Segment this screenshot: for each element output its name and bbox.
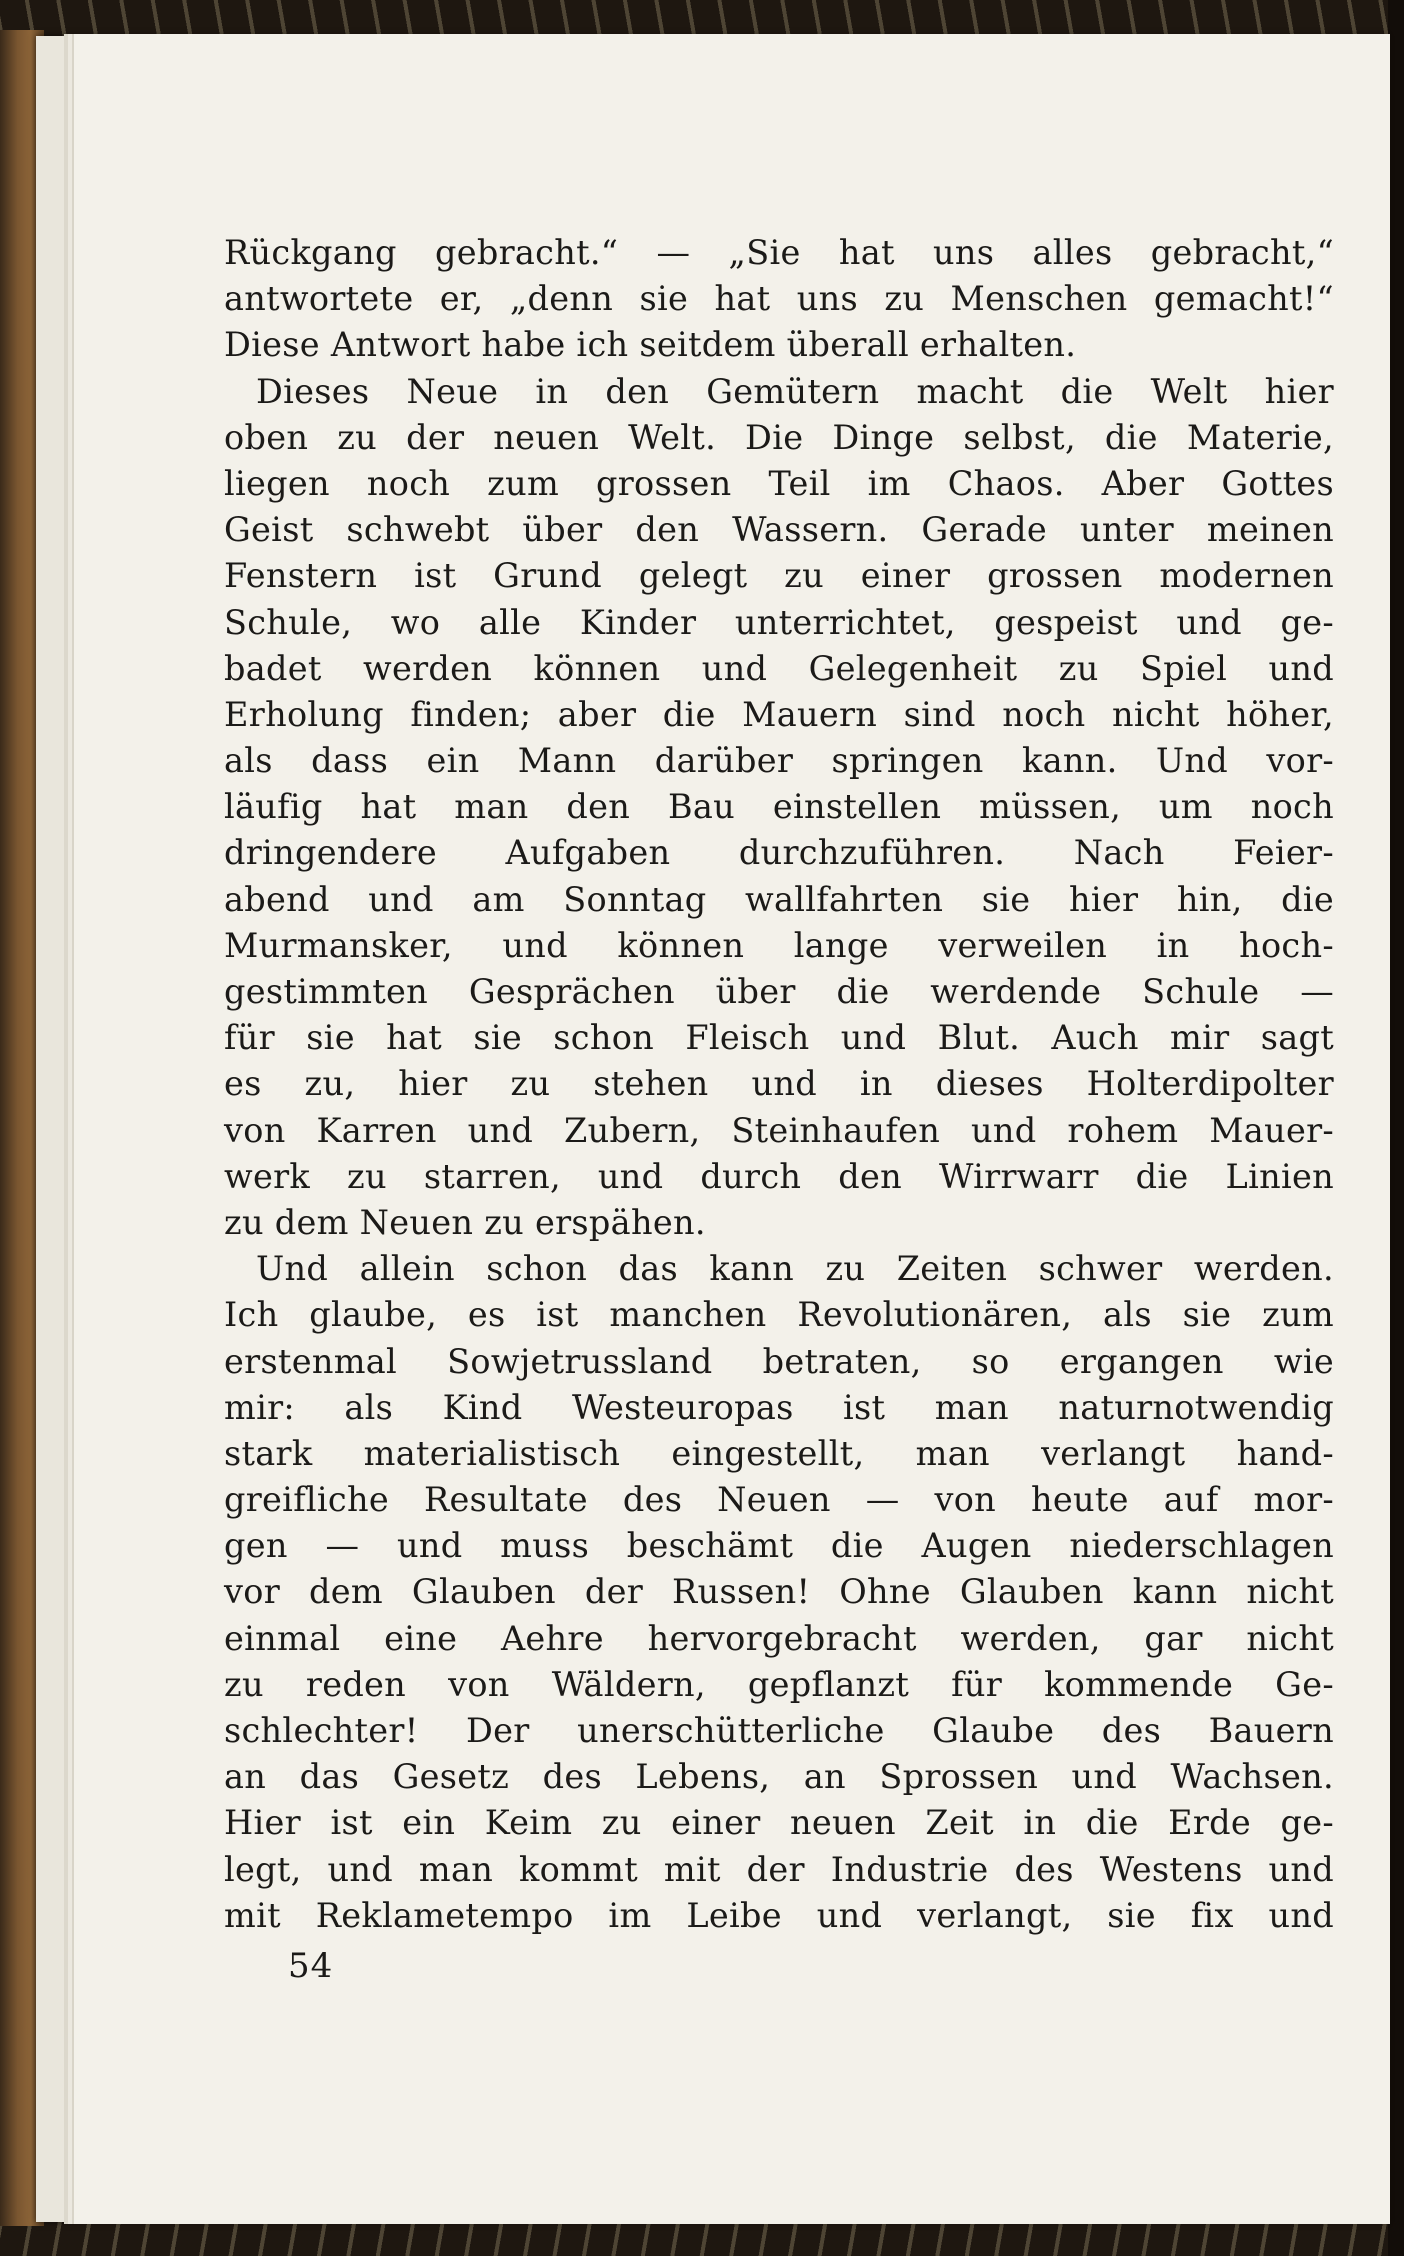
text-line: zu reden von Wäldern, gepflanzt für kommende Ge- [224,1664,1334,1704]
text-line: als dass ein Mann darüber springen kann. Und vor- [224,741,1334,781]
page-text [224,230,1354,1939]
text-line: Ich glaube, es ist manchen Revolutionären, als sie zum [224,1295,1334,1335]
text-line: badet werden können und Gelegenheit zu Spiel und [224,648,1334,688]
text-line: Murmansker, und können lange verweilen in hoch- [224,925,1334,965]
text-line: von Karren und Zubern, Steinhaufen und rohem Mauer- [224,1110,1334,1150]
marbled-top-edge [0,0,1404,38]
text-line: einmal eine Aehre hervorgebracht werden, gar nicht [224,1618,1334,1658]
text-line: es zu, hier zu stehen und in dieses Holterdipolter [224,1064,1334,1104]
page-number: 54 [288,1946,334,1986]
text-line: gen — und muss beschämt die Augen niederschlagen [224,1526,1334,1566]
right-edge [1388,0,1404,2256]
text-line: vor dem Glauben der Russen! Ohne Glauben kann nicht [224,1572,1334,1612]
text-line: zu dem Neuen zu erspähen. [224,1202,706,1242]
text-line: mir: als Kind Westeuropas ist man naturnotwendig [224,1387,1334,1427]
text-line: an das Gesetz des Lebens, an Sprossen und Wachsen. [224,1757,1334,1797]
text-line: greifliche Resultate des Neuen — von heute auf mor- [224,1480,1334,1520]
text-line: Rückgang gebracht.“ — „Sie hat uns alles gebracht,“ [224,233,1334,272]
text-line: Und allein schon das kann zu Zeiten schwer werden. [256,1249,1334,1289]
text-line: erstenmal Sowjetrussland betraten, so ergangen wie [224,1341,1334,1381]
text-line: Geist schwebt über den Wassern. Gerade unter meinen [224,510,1334,550]
text-line: antwortete er, „denn sie hat uns zu Menschen gemacht!“ [224,279,1334,319]
text-line: Hier ist ein Keim zu einer neuen Zeit in die Erde ge- [224,1803,1334,1843]
text-line: abend und am Sonntag wallfahrten sie hier hin, die [224,879,1334,919]
text-line: läufig hat man den Bau einstellen müssen, um noch [224,787,1334,827]
text-line: legt, und man kommt mit der Industrie des Westens und [224,1849,1334,1889]
text-line: mit Reklametempo im Leibe und verlangt, sie fix und [224,1895,1334,1935]
text-line: oben zu der neuen Welt. Die Dinge selbst, die Materie, [224,417,1334,457]
text-line: werk zu starren, und durch den Wirrwarr die Linien [224,1156,1334,1196]
text-line: Schule, wo alle Kinder unterrichtet, gespeist und ge- [224,602,1334,642]
text-line: gestimmten Gesprächen über die werdende Schule — [224,972,1334,1011]
text-line: Diese Antwort habe ich seitdem überall erhalten. [224,325,1077,365]
text-line: dringendere Aufgaben durchzuführen. Nach Feier- [224,833,1334,873]
text-line: Dieses Neue in den Gemütern macht die Welt hier [256,371,1334,411]
text-line: liegen noch zum grossen Teil im Chaos. Aber Gottes [224,463,1334,503]
text-line: stark materialistisch eingestellt, man verlangt hand- [224,1433,1334,1473]
text-line: für sie hat sie schon Fleisch und Blut. Auch mir sagt [224,1018,1334,1058]
text-line: Fenstern ist Grund gelegt zu einer grossen modernen [224,556,1334,596]
text-line: schlechter! Der unerschütterliche Glaube des Bauern [224,1711,1334,1750]
text-line: Erholung finden; aber die Mauern sind noch nicht höher, [224,694,1334,734]
